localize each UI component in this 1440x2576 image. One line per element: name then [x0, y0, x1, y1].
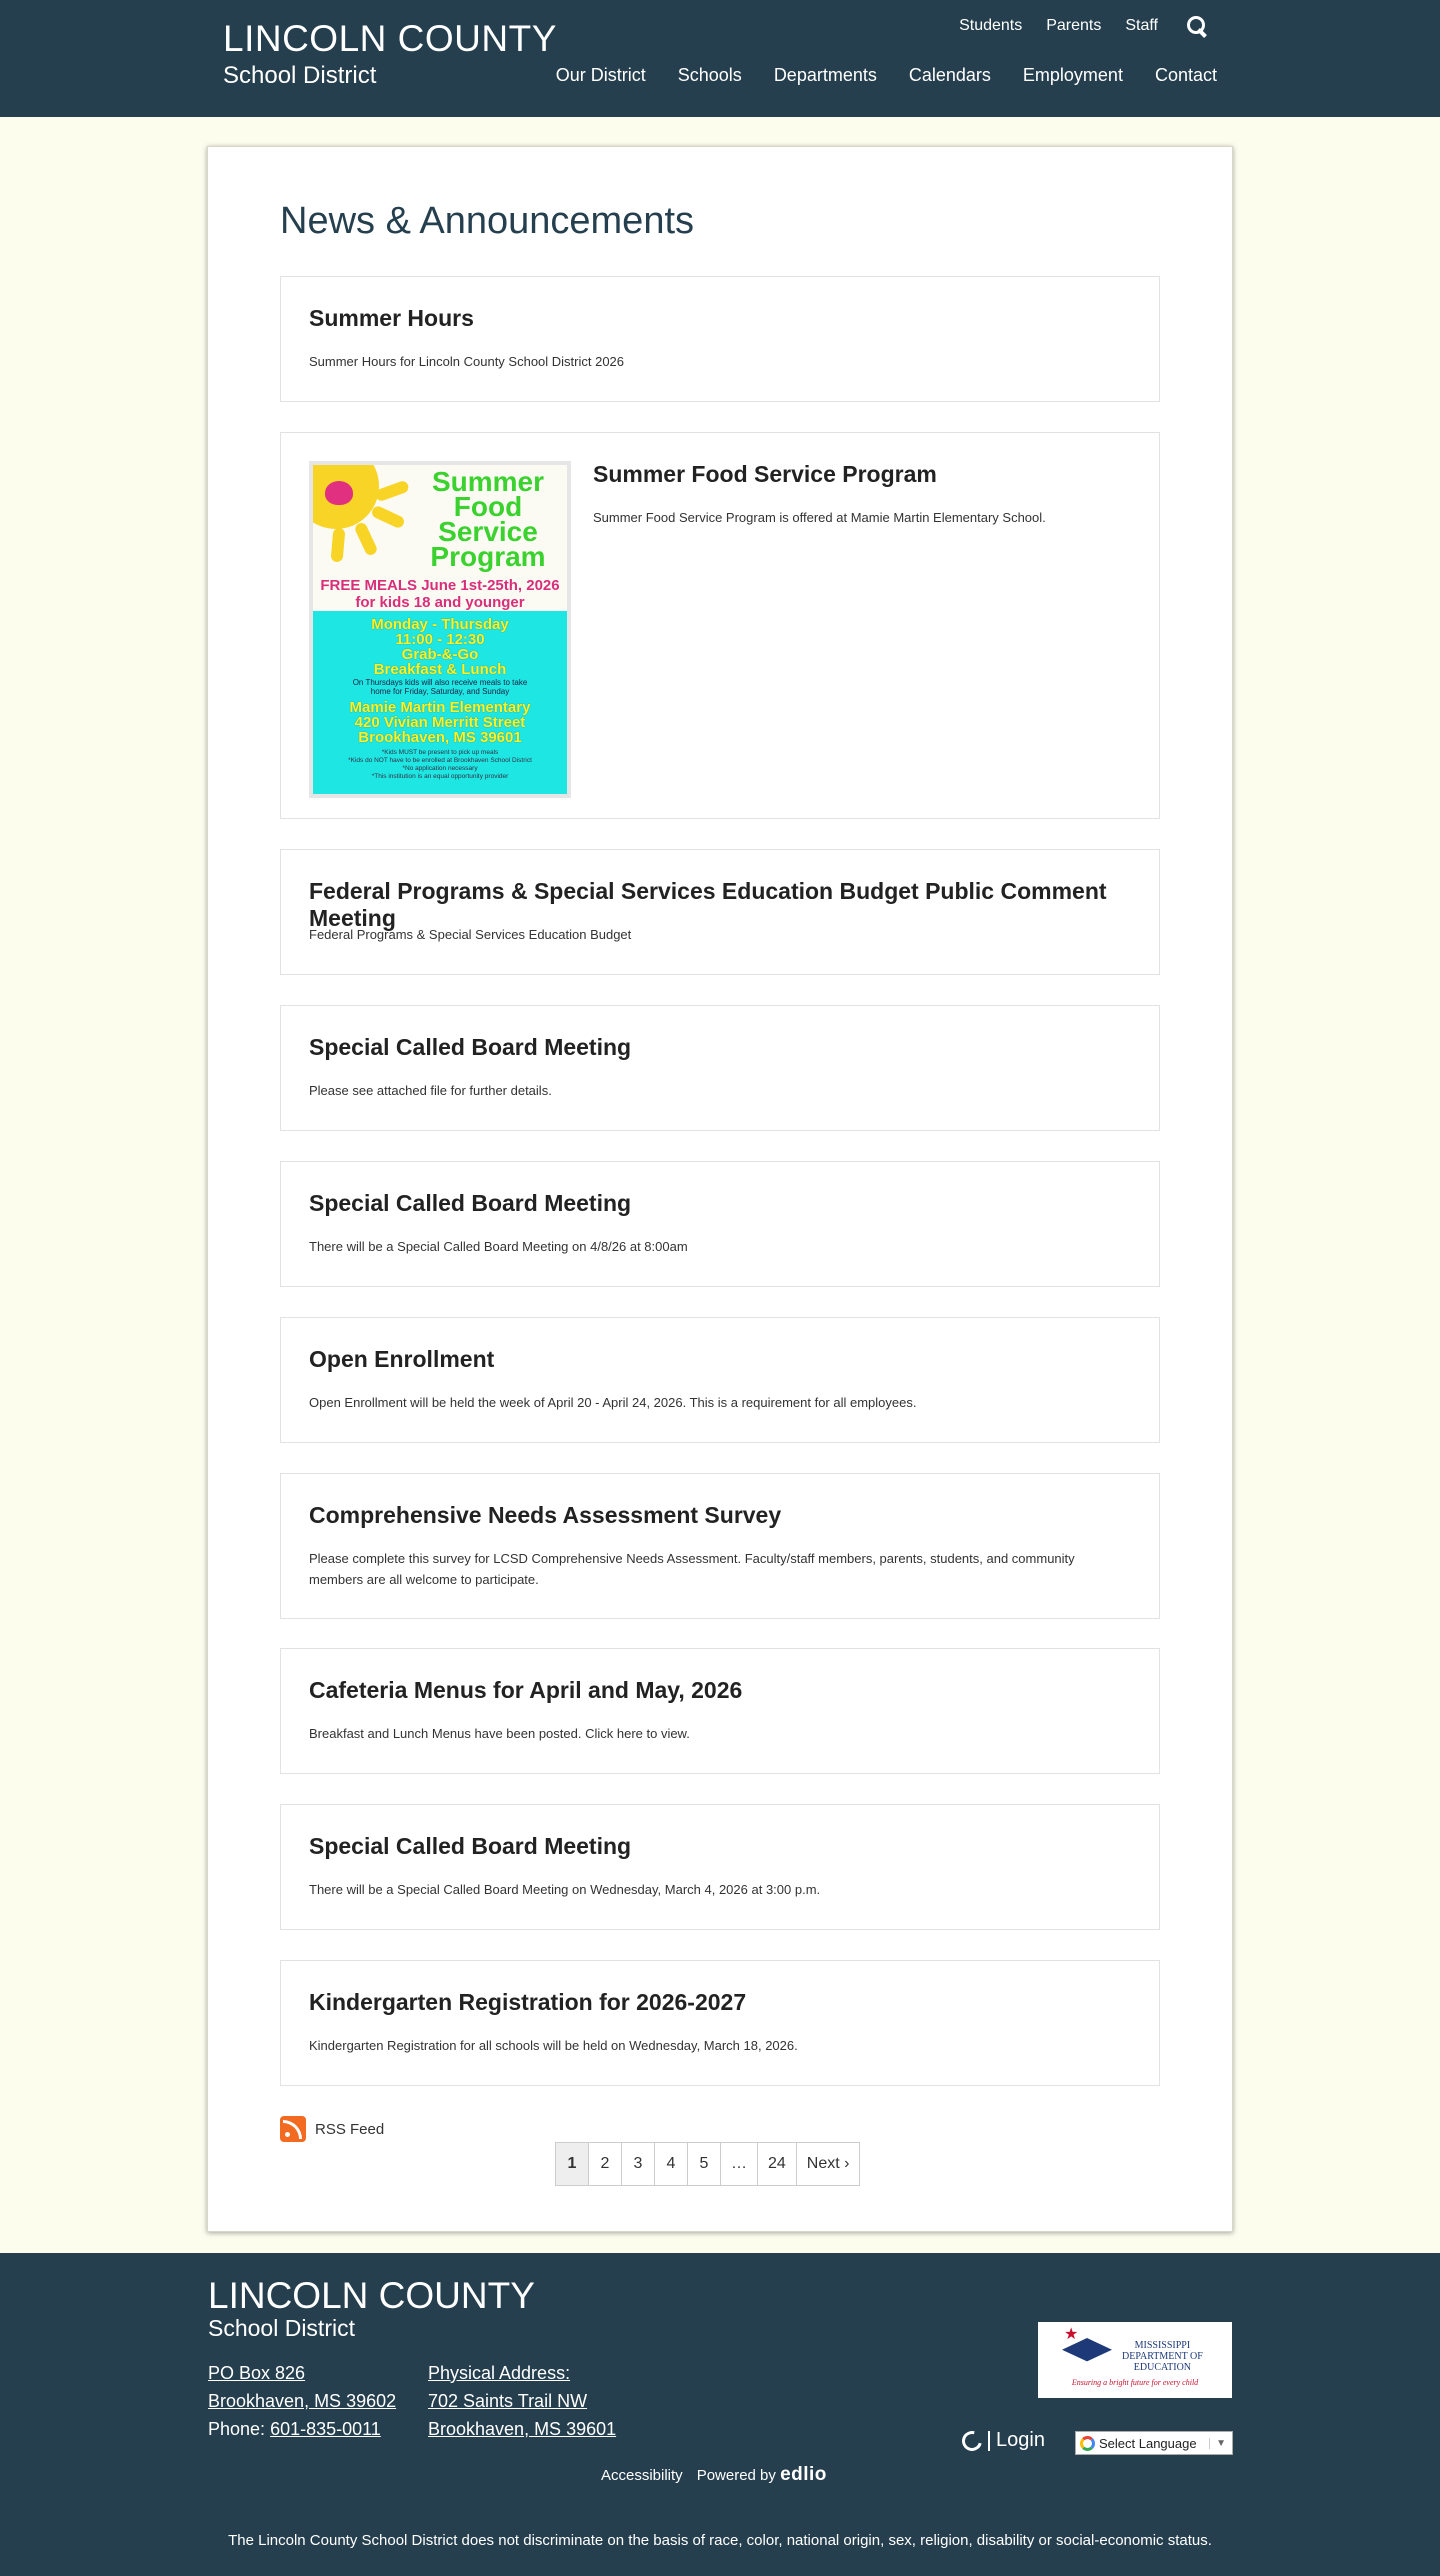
flyer-location: Mamie Martin Elementary	[349, 699, 531, 716]
chevron-down-icon[interactable]: ▼	[1209, 2438, 1232, 2449]
news-item-title[interactable]: Special Called Board Meeting	[309, 1833, 632, 1859]
mail-city-link[interactable]: Brookhaven, MS 39602	[208, 2391, 397, 2411]
phone-link[interactable]: 601-835-0011	[270, 2419, 381, 2439]
news-item[interactable]	[280, 276, 1160, 402]
news-item[interactable]	[280, 1473, 1160, 1619]
powered-by	[601, 2464, 827, 2486]
next-page-button[interactable]: Next ›	[796, 2142, 861, 2186]
news-item[interactable]	[280, 1161, 1160, 1287]
rss-label[interactable]: RSS Feed	[315, 2120, 385, 2138]
flyer-fine-print: *Kids do NOT have to be enrolled at Brookhaven School District	[348, 757, 532, 764]
logo-title[interactable]: LINCOLN COUNTY	[223, 18, 557, 59]
news-item-summary: Summer Food Service Program is offered at Mamie Martin Elementary School.	[593, 510, 1046, 525]
news-item-summary: Please see attached file for further details.	[309, 1083, 552, 1098]
nav-students[interactable]: Students	[959, 17, 1023, 34]
flyer-street: 420 Vivian Merritt Street	[354, 714, 526, 731]
news-item-title[interactable]: Cafeteria Menus for April and May, 2026	[309, 1677, 743, 1703]
nav-our-district[interactable]: Our District	[555, 65, 646, 85]
flyer-days: Monday - Thursday	[371, 616, 509, 633]
mde-logo[interactable]	[1038, 2322, 1232, 2398]
news-item[interactable]	[280, 1317, 1160, 1443]
flyer-fine-print: *Kids MUST be present to pick up meals	[381, 749, 499, 756]
news-item[interactable]	[280, 1960, 1160, 2086]
star-icon: ★	[1064, 2326, 1079, 2343]
nav-schools[interactable]: Schools	[677, 65, 742, 85]
page-3[interactable]: 3	[621, 2142, 655, 2186]
news-item-summary: Open Enrollment will be held the week of April 20 - April 24, 2026. This is a requirement for all employees.	[309, 1395, 917, 1410]
page-title: News & Announcements	[280, 200, 695, 242]
page-ellipsis: …	[720, 2142, 758, 2186]
phone-label: Phone:	[208, 2419, 271, 2439]
rss-icon[interactable]	[280, 2116, 306, 2142]
utility-nav	[959, 15, 1208, 37]
pagination	[556, 2142, 860, 2186]
news-item[interactable]	[280, 1804, 1160, 1930]
search-icon[interactable]	[1186, 15, 1208, 37]
page-5[interactable]: 5	[687, 2142, 721, 2186]
news-item-summary: There will be a Special Called Board Meeting on Wednesday, March 4, 2026 at 3:00 p.m.	[309, 1882, 821, 1897]
physical-city-link[interactable]: Brookhaven, MS 39601	[428, 2419, 617, 2439]
mde-line: EDUCATION	[1133, 2362, 1192, 2373]
news-item-summary: There will be a Special Called Board Meeting on 4/8/26 at 8:00am	[309, 1239, 688, 1254]
po-box-link[interactable]: PO Box 826	[208, 2363, 306, 2383]
news-item-summary: Summer Hours for Lincoln County School District 2026	[309, 354, 625, 369]
news-item-title[interactable]: Special Called Board Meeting	[309, 1190, 632, 1216]
powered-by-label: Powered by	[696, 2467, 776, 2484]
news-item[interactable]	[280, 1005, 1160, 1131]
news-item-title[interactable]: Summer Food Service Program	[593, 461, 937, 487]
mde-tagline: Ensuring a bright future for every child	[1071, 2378, 1199, 2387]
physical-address-label[interactable]: Physical Address:	[428, 2363, 571, 2383]
news-item-summary: Please complete this survey for LCSD Comprehensive Needs Assessment. Faculty/staff members, parents, students, and community members are all welcome to participate.	[309, 1551, 1075, 1587]
mde-line: DEPARTMENT OF	[1122, 2351, 1203, 2362]
news-item-summary: Federal Programs & Special Services Education Budget	[309, 927, 632, 942]
nav-parents[interactable]: Parents	[1046, 17, 1102, 34]
news-item[interactable]	[280, 1648, 1160, 1774]
physical-address	[428, 2359, 616, 2443]
news-item-title[interactable]: Federal Programs & Special Services Education Budget Public Comment Meeting	[309, 878, 1107, 931]
page-1[interactable]: 1	[555, 2142, 589, 2186]
page-24[interactable]: 24	[757, 2142, 797, 2186]
nav-departments[interactable]: Departments	[773, 65, 877, 85]
mde-line: MISSISSIPPI	[1134, 2340, 1191, 2351]
google-icon	[1080, 2436, 1095, 2451]
news-item[interactable]	[280, 849, 1160, 975]
edlio-link[interactable]: edlio	[780, 2464, 827, 2485]
logo-subtitle[interactable]: School District	[223, 62, 377, 89]
main-nav	[556, 65, 1217, 86]
flyer-image[interactable]	[309, 461, 571, 798]
mailing-address	[208, 2359, 396, 2443]
nav-contact[interactable]: Contact	[1154, 65, 1217, 85]
news-item-title[interactable]: Summer Hours	[309, 305, 474, 331]
flyer-note: On Thursdays kids will also receive meals to take home for Friday, Saturday, and Sunday	[352, 678, 528, 696]
news-item[interactable]	[280, 432, 1160, 819]
flyer-grab: Grab-&-Go	[401, 646, 479, 663]
street-link[interactable]: 702 Saints Trail NW	[428, 2391, 588, 2411]
language-select[interactable]	[1075, 2431, 1233, 2455]
news-item-title[interactable]: Kindergarten Registration for 2026-2027	[309, 1989, 747, 2015]
flyer-meals: FREE MEALS June 1st-25th, 2026 for kids 18 and younger	[320, 577, 560, 611]
news-item-title[interactable]: Open Enrollment	[309, 1346, 495, 1372]
news-item-title[interactable]: Comprehensive Needs Assessment Survey	[309, 1502, 782, 1528]
news-item-title[interactable]: Special Called Board Meeting	[309, 1034, 632, 1060]
site-footer	[0, 2253, 1440, 2576]
login-link[interactable]	[962, 2429, 1045, 2452]
page-2[interactable]: 2	[588, 2142, 622, 2186]
footer-logo-title[interactable]: LINCOLN COUNTY	[208, 2275, 535, 2316]
language-select-label[interactable]: Select Language	[1099, 2435, 1197, 2451]
accessibility-link[interactable]: Accessibility	[601, 2467, 683, 2484]
apple-icon	[325, 481, 353, 505]
flyer-fine-print: *This institution is an equal opportunity provider	[371, 773, 509, 780]
flyer-fine-print: *No application necessary	[402, 765, 478, 772]
flyer-title: Summer Food Service Program	[430, 466, 546, 572]
login-label[interactable]: Login	[996, 2429, 1045, 2451]
nav-calendars[interactable]: Calendars	[908, 65, 991, 85]
site-header	[0, 0, 1440, 117]
nav-employment[interactable]: Employment	[1022, 65, 1123, 85]
flyer-meal-type: Breakfast & Lunch	[373, 661, 507, 678]
rss-feed-link[interactable]	[280, 2116, 384, 2142]
nav-staff[interactable]: Staff	[1125, 17, 1158, 34]
edlio-icon[interactable]	[958, 2427, 985, 2454]
news-item-summary: Breakfast and Lunch Menus have been posted. Click here to view.	[309, 1726, 690, 1741]
nondiscrimination-statement: The Lincoln County School District does not discriminate on the basis of race, color, national origin, sex, religion, disability or social-economic status.	[228, 2532, 1212, 2549]
flyer-time: 11:00 - 12:30	[395, 631, 485, 648]
news-item-summary: Kindergarten Registration for all schools will be held on Wednesday, March 18, 2026.	[309, 2038, 798, 2053]
footer-logo-subtitle[interactable]: School District	[208, 2315, 355, 2341]
page-4[interactable]: 4	[654, 2142, 688, 2186]
flyer-city: Brookhaven, MS 39601	[358, 729, 522, 746]
